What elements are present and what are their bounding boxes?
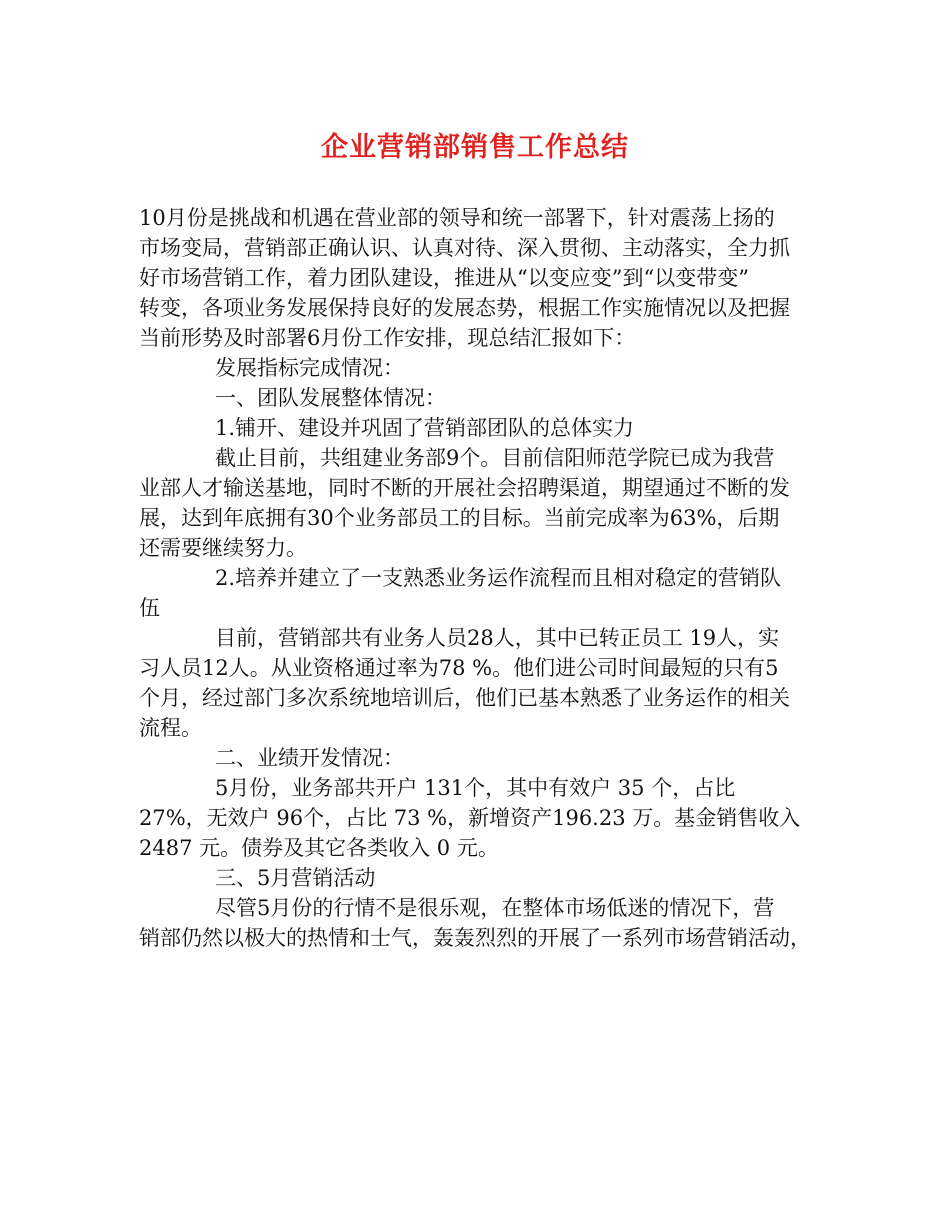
body-line: 个月，经过部门多次系统地培训后，他们已基本熟悉了业务运作的相关 xyxy=(139,686,790,710)
body-line: 10月份是挑战和机遇在营业部的领导和统一部署下，针对震荡上扬的 xyxy=(139,206,775,230)
body-line: 销部仍然以极大的热情和士气，轰轰烈烈的开展了一系列市场营销活动， xyxy=(139,926,811,950)
body-line: 流程。 xyxy=(139,716,202,740)
subsection-heading: 1.铺开、建设并巩固了营销部团队的总体实力 xyxy=(215,416,635,440)
body-line: 2487 元。债券及其它各类收入 0 元。 xyxy=(139,836,499,860)
body-line: 还需要继续努力。 xyxy=(139,536,307,560)
subsection-heading: 伍 xyxy=(139,596,160,620)
body-line: 好市场营销工作，着力团队建设，推进从“以变应变”到“以变带变” xyxy=(139,266,749,290)
body-line: 截止目前，共组建业务部9个。目前信阳师范学院已成为我营 xyxy=(215,446,775,470)
document-body xyxy=(139,203,814,953)
body-line: 尽管5月份的行情不是很乐观，在整体市场低迷的情况下，营 xyxy=(215,896,775,920)
subsection-heading: 2.培养并建立了一支熟悉业务运作流程而且相对稳定的营销队 xyxy=(215,566,782,590)
body-line: 转变，各项业务发展保持良好的发展态势，根据工作实施情况以及把握 xyxy=(139,296,790,320)
body-line: 业部人才输送基地，同时不断的开展社会招聘渠道，期望通过不断的发 xyxy=(139,476,790,500)
section-heading: 三、5月营销活动 xyxy=(215,866,376,890)
body-line: 当前形势及时部署6月份工作安排，现总结汇报如下： xyxy=(139,326,636,350)
document-title: 企业营销部销售工作总结 xyxy=(321,132,629,163)
body-line: 习人员12人。从业资格通过率为78 %。他们进公司时间最短的只有5 xyxy=(139,656,779,680)
section-heading: 发展指标完成情况： xyxy=(215,356,404,380)
body-line: 27%，无效户 96个，占比 73 %，新增资产196.23 万。基金销售收入 xyxy=(139,806,801,830)
body-line: 目前，营销部共有业务人员28人，其中已转正员工 19人，实 xyxy=(215,626,780,650)
body-line: 市场变局，营销部正确认识、认真对待、深入贯彻、主动落实，全力抓 xyxy=(139,236,790,260)
section-heading: 一、团队发展整体情况： xyxy=(215,386,446,410)
body-line: 展，达到年底拥有30个业务部员工的目标。当前完成率为63%，后期 xyxy=(139,506,780,530)
body-line: 5月份，业务部共开户 131个，其中有效户 35 个，占比 xyxy=(215,776,736,800)
section-heading: 二、业绩开发情况： xyxy=(215,746,404,770)
